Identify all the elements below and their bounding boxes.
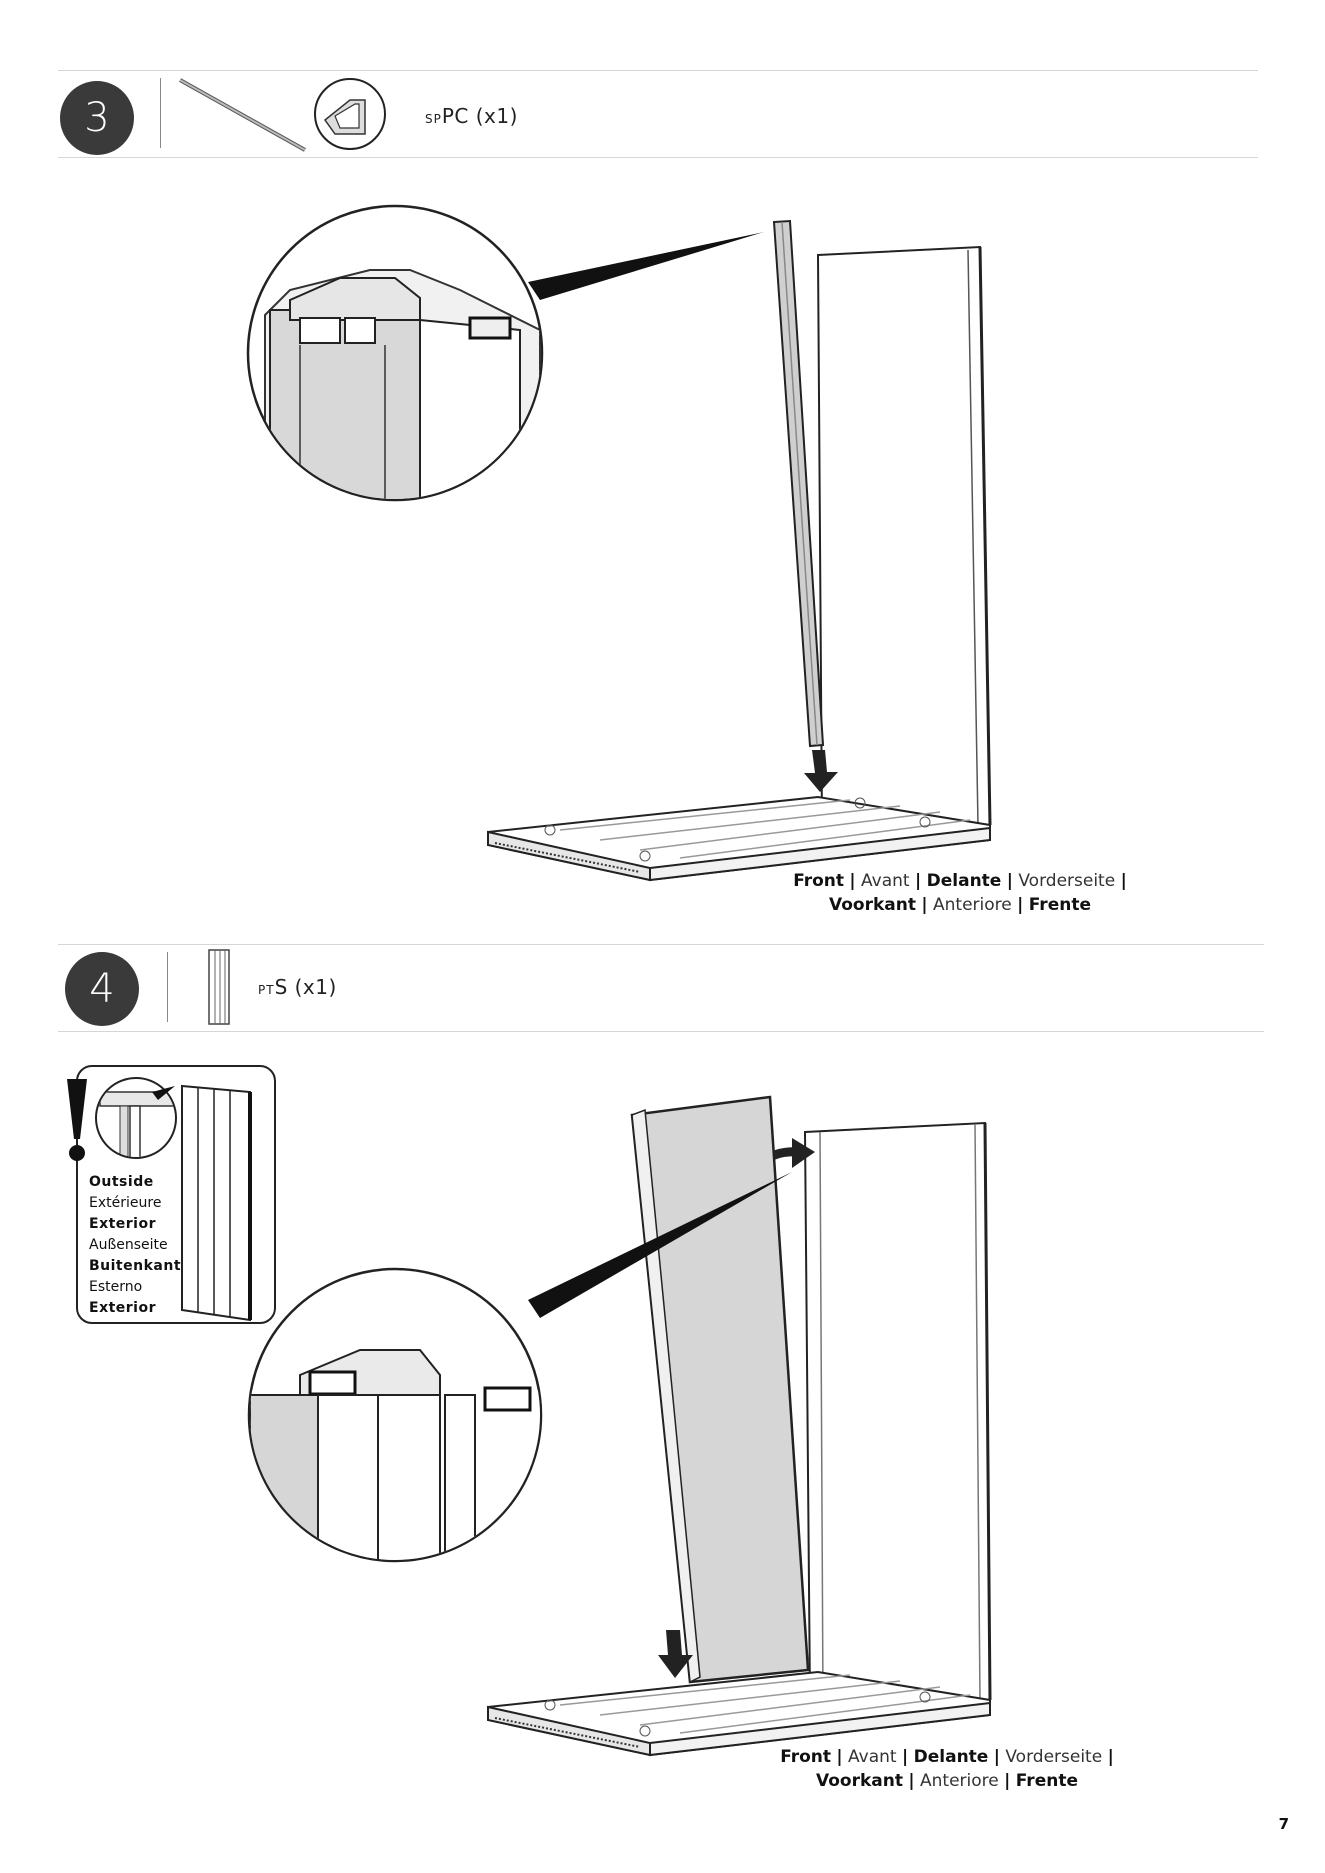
step-3-number: 3 [60,81,134,155]
step-3-caption: Front | Avant | Delante | Vorderseite | Voorkant | Anteriore | Frente [793,871,1127,915]
step-4-number: 4 [65,952,139,1026]
step-4-caption: Front | Avant | Delante | Vorderseite | Voorkant | Anteriore | Frente [780,1747,1114,1791]
step-3-part-label: SPPC (x1) [425,104,518,128]
page-number: 7 [1278,1815,1289,1833]
step-4-part-label: PTS (x1) [258,975,337,999]
outside-note-text: Outside Extérieure Exterior Außenseite Buitenkant Esterno Exterior [89,1174,182,1316]
